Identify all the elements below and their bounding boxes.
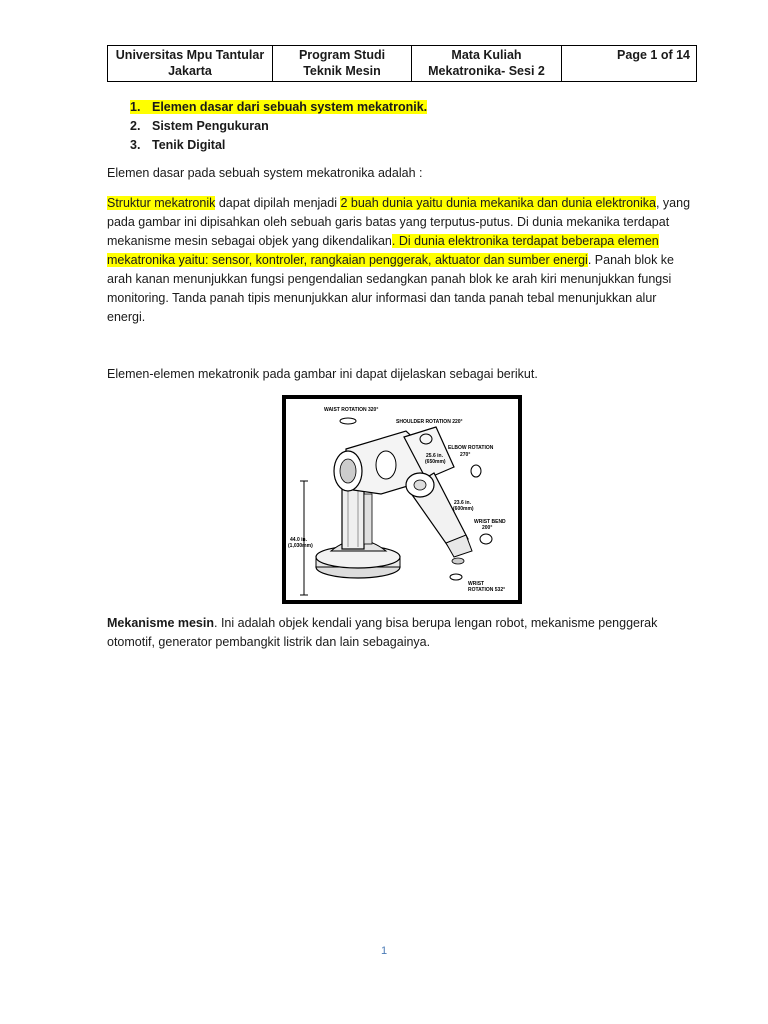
topic-item: 2. Sistem Pengukuran <box>130 119 269 133</box>
label-wrist-bend-degree: 200° <box>482 525 493 531</box>
label-forearm-length: 23.6 in. <box>454 500 471 506</box>
label-height: 44.0 in. <box>290 537 307 543</box>
header-program: Program Studi Teknik Mesin <box>273 46 412 82</box>
label-upper-arm-length: 25.6 in. <box>426 453 443 459</box>
intro-text: Elemen dasar pada sebuah system mekatronika adalah : <box>107 166 423 180</box>
paragraph-structure: Struktur mekatronik dapat dipilah menjadi 2 buah dunia yaitu dunia mekanika dan dunia elektronika, yang pada gambar ini dipisahkan oleh sebuah garis batas yang terputus-putus. Di dunia mekanika terdapat mekanisme mesin sebagai objek yang dikendalikan. Di dunia elektronika terdapat beberapa elemen mekatronika yaitu: sensor, kontroler, rangkaian penggerak, aktuator dan sumber energi. Panah blok ke arah kanan menunjukkan fungsi pengendalian sedangkan panah blok ke arah kiri menunjukkan fungsi monitoring. Tanda panah tipis menunjukkan alur informasi dan tanda panah tebal menunjukkan alur energi. <box>107 196 691 324</box>
paragraph-machine-mechanism: Mekanisme mesin. Ini adalah objek kendali yang bisa berupa lengan robot, mekanisme penggerak otomotif, generator pembangkit listrik dan lain sebagainya. <box>107 616 658 649</box>
header-course: Mata Kuliah Mekatronika- Sesi 2 <box>412 46 562 82</box>
topic-list <box>130 98 427 155</box>
paragraph-elements: Elemen-elemen mekatronik pada gambar ini dapat dijelaskan sebagai berikut. <box>107 367 538 381</box>
header-university: Universitas Mpu Tantular Jakarta <box>108 46 273 82</box>
header-table <box>107 45 697 82</box>
header-page: Page 1 of 14 <box>562 46 697 82</box>
label-wrist-bend: WRIST BEND <box>474 519 506 525</box>
label-waist-rotation: WAIST ROTATION 320° <box>324 407 379 413</box>
robot-arm-drawing <box>286 399 518 600</box>
topic-item: 3. Tenik Digital <box>130 138 226 152</box>
label-wrist-rotation-degree: ROTATION 532° <box>468 587 506 593</box>
robot-arm-figure <box>282 395 522 604</box>
label-upper-arm-mm: (650mm) <box>425 459 446 465</box>
label-height-mm: (1,030mm) <box>288 543 313 549</box>
label-elbow-rotation: ELBOW ROTATION <box>448 445 494 451</box>
label-forearm-mm: (600mm) <box>453 506 474 512</box>
label-wrist-rotation: WRIST <box>468 581 485 587</box>
label-elbow-degree: 270° <box>460 452 471 458</box>
label-shoulder-rotation: SHOULDER ROTATION 220° <box>396 419 463 425</box>
page-number: 1 <box>380 945 388 957</box>
topic-item: 1. Elemen dasar dari sebuah system mekatronik. <box>130 100 428 114</box>
